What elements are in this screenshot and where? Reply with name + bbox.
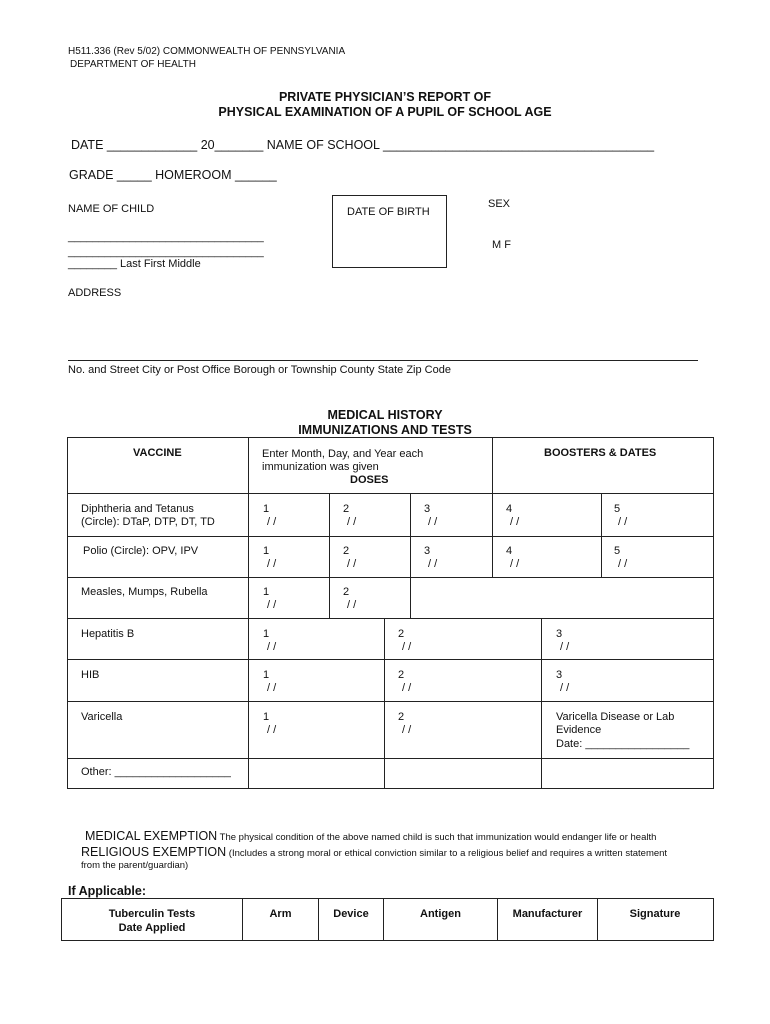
vaccine-varicella: Varicella [81, 711, 123, 723]
department-name: DEPARTMENT OF HEALTH [70, 59, 196, 70]
hepb-dose-3-date[interactable]: / / [560, 641, 570, 653]
mmr-dose-2-date[interactable]: / / [347, 599, 357, 611]
dip-dose-1-date[interactable]: / / [267, 516, 277, 528]
mmr-dose-2-num: 2 [343, 586, 350, 598]
hib-dose-2-num: 2 [398, 669, 405, 681]
dip-dose-4-num: 4 [506, 503, 513, 515]
sex-options[interactable]: M F [492, 239, 511, 251]
tb-col-device: Device [333, 908, 369, 920]
name-line-1[interactable]: ________________________________ [68, 231, 264, 243]
dip-dose-5-date[interactable]: / / [618, 516, 628, 528]
var-dose-1-num: 1 [263, 711, 270, 723]
hib-dose-1-num: 1 [263, 669, 270, 681]
dip-dose-3-date[interactable]: / / [428, 516, 438, 528]
var-dose-2-date[interactable]: / / [402, 724, 412, 736]
vaccine-hib: HIB [81, 669, 100, 681]
date-of-birth-label: DATE OF BIRTH [347, 206, 430, 218]
polio-dose-4-date[interactable]: / / [510, 558, 520, 570]
address-line[interactable] [68, 360, 698, 361]
address-label: ADDRESS [68, 287, 122, 299]
hepb-dose-2-num: 2 [398, 628, 405, 640]
dip-dose-4-date[interactable]: / / [510, 516, 520, 528]
religious-exemption-text: (Includes a strong moral or ethical conviction similar to a religious belief and requires a written statement [226, 848, 668, 859]
sex-label: SEX [488, 198, 511, 210]
mmr-dose-1-num: 1 [263, 586, 270, 598]
date-school-field[interactable]: DATE _____________ 20_______ NAME OF SCHOOL _______________________________________ [71, 138, 655, 152]
name-of-child-label: NAME OF CHILD [68, 203, 155, 215]
polio-dose-3-num: 3 [424, 545, 431, 557]
name-line-2[interactable]: ________________________________ [68, 246, 264, 258]
form-number: H511.336 (Rev 5/02) COMMONWEALTH OF PENNSYLVANIA [68, 46, 346, 57]
tb-col-arm: Arm [269, 908, 292, 920]
dip-dose-3-num: 3 [424, 503, 431, 515]
medical-exemption[interactable] [85, 829, 656, 843]
if-applicable-label: If Applicable: [68, 884, 147, 898]
polio-dose-1-num: 1 [263, 545, 270, 557]
hepb-dose-2-date[interactable]: / / [402, 641, 412, 653]
dip-dose-5-num: 5 [614, 503, 621, 515]
title-line-1: PRIVATE PHYSICIAN’S REPORT OF [278, 90, 492, 104]
mmr-dose-1-date[interactable]: / / [267, 599, 277, 611]
var-note-date[interactable]: Date: _________________ [556, 738, 690, 750]
tb-col-manufacturer: Manufacturer [512, 908, 583, 920]
polio-dose-5-num: 5 [614, 545, 621, 557]
dip-dose-2-date[interactable]: / / [347, 516, 357, 528]
medical-exemption-label: MEDICAL EXEMPTION [85, 829, 218, 843]
hepb-dose-1-num: 1 [263, 628, 270, 640]
dip-dose-2-num: 2 [343, 503, 350, 515]
var-dose-1-date[interactable]: / / [267, 724, 277, 736]
religious-exemption-label: RELIGIOUS EXEMPTION [81, 845, 227, 859]
grade-homeroom-field[interactable]: GRADE _____ HOMEROOM ______ [69, 168, 277, 182]
religious-exemption-text-2: from the parent/guardian) [81, 860, 189, 871]
col-enter-2: immunization was given [262, 461, 379, 473]
name-caption: ________ Last First Middle [68, 258, 201, 270]
medical-exemption-text: The physical condition of the above named child is such that immunization would endanger life or health [217, 832, 657, 843]
vaccine-hepatitis-b: Hepatitis B [81, 628, 135, 640]
var-note-2: Evidence [556, 724, 602, 736]
tb-col-date-applied: Date Applied [118, 922, 186, 934]
col-doses: DOSES [350, 474, 389, 486]
vaccine-other[interactable]: Other: ___________________ [81, 766, 231, 778]
polio-dose-2-num: 2 [343, 545, 350, 557]
polio-dose-4-num: 4 [506, 545, 513, 557]
dip-dose-1-num: 1 [263, 503, 270, 515]
vaccine-diphtheria-circle: (Circle): DTaP, DTP, DT, TD [81, 516, 215, 528]
polio-dose-1-date[interactable]: / / [267, 558, 277, 570]
hib-dose-1-date[interactable]: / / [267, 682, 277, 694]
vaccine-polio: Polio (Circle): OPV, IPV [83, 545, 199, 557]
religious-exemption[interactable] [81, 845, 667, 859]
col-enter-1: Enter Month, Day, and Year each [262, 448, 424, 460]
address-caption: No. and Street City or Post Office Borough or Township County State Zip Code [68, 364, 451, 376]
vaccine-mmr: Measles, Mumps, Rubella [81, 586, 208, 598]
polio-dose-5-date[interactable]: / / [618, 558, 628, 570]
tb-col-tests: Tuberculin Tests [108, 908, 196, 920]
tb-col-antigen: Antigen [420, 908, 461, 920]
hib-dose-3-date[interactable]: / / [560, 682, 570, 694]
hepb-dose-3-num: 3 [556, 628, 563, 640]
title-line-2: PHYSICAL EXAMINATION OF A PUPIL OF SCHOOL AGE [218, 105, 552, 119]
var-note-1: Varicella Disease or Lab [556, 711, 675, 723]
vaccine-diphtheria: Diphtheria and Tetanus [81, 503, 194, 515]
tb-col-signature: Signature [629, 908, 681, 920]
hib-dose-3-num: 3 [556, 669, 563, 681]
medical-history-heading: MEDICAL HISTORY [327, 408, 443, 422]
polio-dose-2-date[interactable]: / / [347, 558, 357, 570]
var-dose-2-num: 2 [398, 711, 405, 723]
col-boosters: BOOSTERS & DATES [544, 447, 657, 459]
hepb-dose-1-date[interactable]: / / [267, 641, 277, 653]
polio-dose-3-date[interactable]: / / [428, 558, 438, 570]
col-vaccine: VACCINE [133, 447, 182, 459]
hib-dose-2-date[interactable]: / / [402, 682, 412, 694]
immunizations-heading: IMMUNIZATIONS AND TESTS [298, 423, 472, 437]
